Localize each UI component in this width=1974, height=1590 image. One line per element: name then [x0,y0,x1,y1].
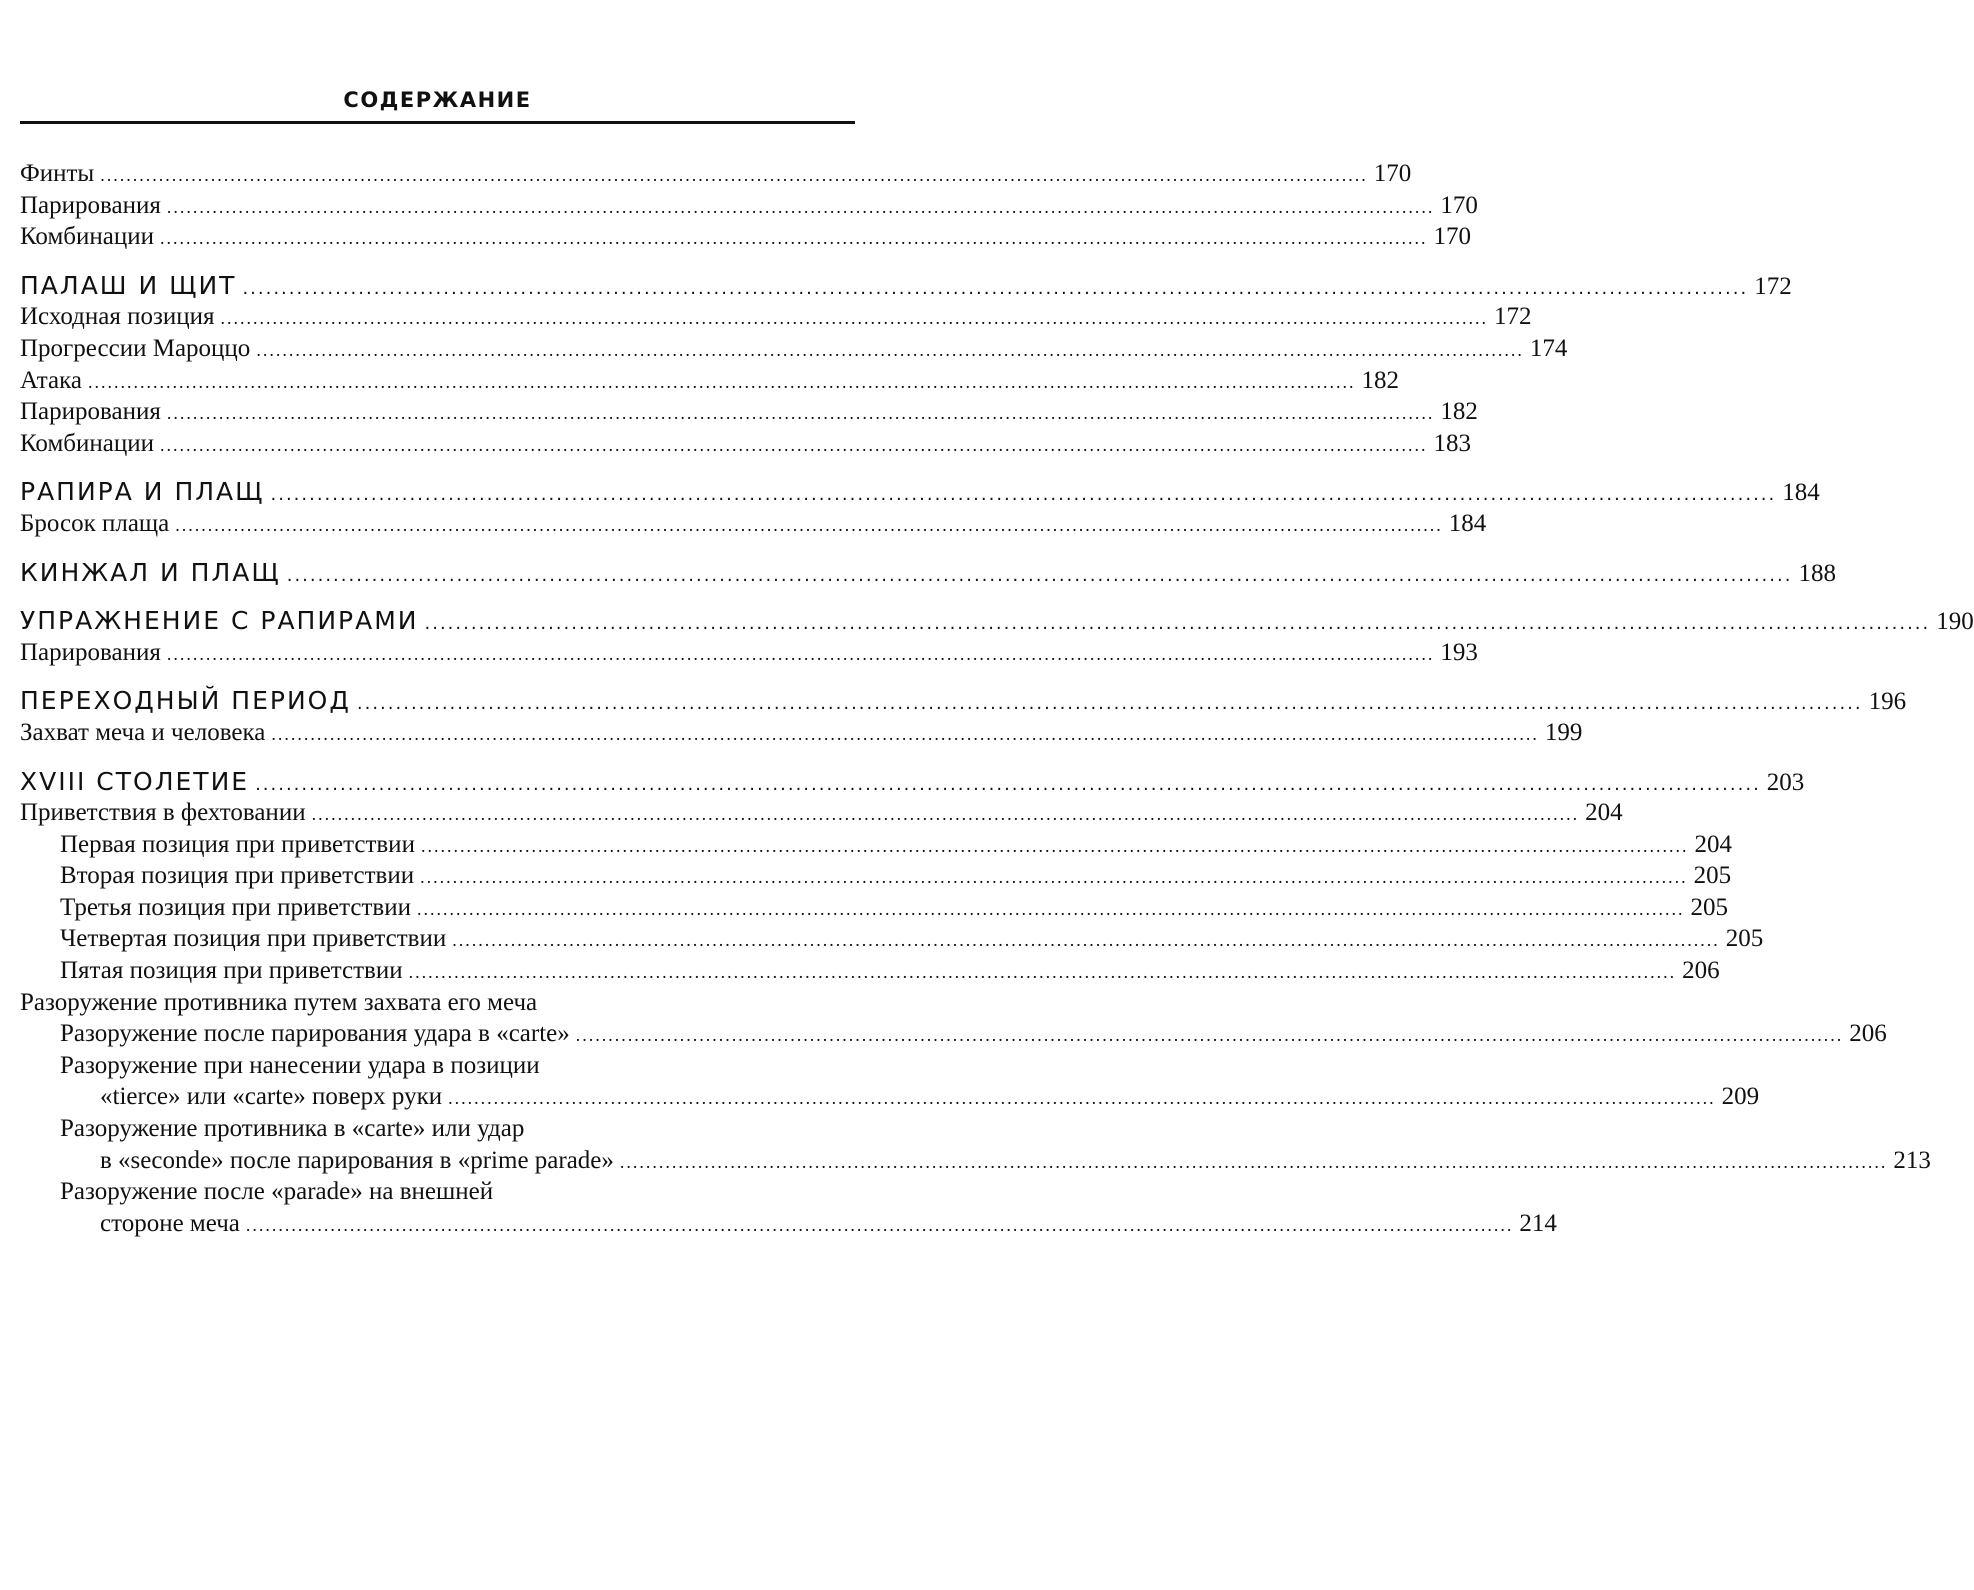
toc-subentry[interactable] [20,1018,1887,1050]
toc-subentry[interactable] [20,955,1720,987]
dot-leader: ................................................................................................................................................................................................... [242,277,1749,299]
dot-leader: ................................................................................................................................................................................................... [175,514,1443,535]
toc-entry-label: Вторая позиция при приветствии [60,862,415,890]
toc-entry-page: 204 [1585,799,1623,827]
toc-chapter-label: РАПИРА И ПЛАЩ [20,477,265,507]
toc-entry-page: 172 [1493,303,1532,331]
toc-subentry-line1[interactable]: Разоружение после «parade» на внешней [60,1178,494,1206]
toc-entry[interactable] [20,221,1471,253]
toc-entry-label: Четвертая позиция при приветствии [60,925,447,953]
toc-chapter-label: УПРАЖНЕНИЕ С РАПИРАМИ [20,606,419,636]
toc-entry-page: 206 [1849,1020,1887,1048]
toc-entry-label: Третья позиция при приветствии [60,893,411,921]
toc-chapter[interactable] [20,605,1974,637]
toc-entry-label: Разоружение после парирования удара в «carte» [60,1020,570,1048]
dot-leader: ................................................................................................................................................................................................... [420,867,1688,888]
dot-leader: ................................................................................................................................................................................................... [88,371,1356,392]
toc-entry[interactable] [20,365,1399,397]
dot-leader: ................................................................................................................................................................................................... [271,723,1539,744]
toc-entry-page: 213 [1893,1146,1931,1174]
dot-leader: ................................................................................................................................................................................................... [356,693,1863,715]
toc-entry-page: 182 [1361,366,1399,394]
toc-entry-label: Парирования [20,638,161,666]
dot-leader: ................................................................................................................................................................................................... [286,564,1793,586]
toc-entry-label: Парирования [20,191,161,219]
table-of-contents [20,158,1974,1239]
toc-entry-page: 199 [1544,718,1583,746]
dot-leader: ................................................................................................................................................................................................... [166,196,1435,217]
toc-entry-label: Исходная позиция [20,303,215,331]
dot-leader: ................................................................................................................................................................................................... [420,835,1689,856]
toc-entry-page: 170 [1440,191,1478,219]
toc-chapter[interactable] [20,685,1907,717]
toc-chapter-label: ПЕРЕХОДНЫЙ ПЕРИОД [20,686,351,716]
dot-leader: ................................................................................................................................................................................................... [159,434,1428,455]
toc-subentry-line1[interactable]: Разоружение при нанесении удара в позиции [60,1051,540,1079]
dot-leader: ................................................................................................................................................................................................... [408,962,1677,983]
toc-entry[interactable] [20,508,1487,540]
toc-entry-label: Пятая позиция при приветствии [60,957,403,985]
toc-entry-page: 205 [1725,925,1764,953]
dot-leader: ................................................................................................................................................................................................... [270,484,1777,506]
toc-chapter[interactable] [20,557,1836,589]
toc-entry-page: 206 [1682,957,1720,985]
toc-chapter-label: ПАЛАШ И ЩИТ [20,270,237,300]
toc-entry[interactable] [20,797,1623,829]
toc-entry-label: Приветствия в фехтовании [20,799,306,827]
toc-entry-page: 214 [1519,1209,1557,1237]
dot-leader: ................................................................................................................................................................................................... [619,1151,1888,1172]
toc-chapter-page: 203 [1766,768,1805,796]
toc-subentry[interactable] [20,892,1728,924]
toc-chapter-page: 172 [1754,272,1792,300]
toc-entry-page: 170 [1433,223,1471,251]
toc-entry-page: 170 [1373,160,1412,187]
toc-subentry-line1[interactable]: Разоружение противника в «carte» или удар [60,1115,525,1143]
toc-entry-page: 183 [1433,429,1471,457]
dot-leader: ................................................................................................................................................................................................... [256,339,1524,360]
dot-leader: ................................................................................................................................................................................................... [245,1214,1514,1235]
dot-leader: ................................................................................................................................................................................................... [416,898,1685,919]
toc-entry-page: 205 [1693,862,1732,890]
toc-subentry[interactable] [20,1208,1557,1240]
dot-leader: ................................................................................................................................................................................................... [166,643,1435,664]
dot-leader: ................................................................................................................................................................................................... [255,773,1761,795]
toc-chapter-label: XVIII СТОЛЕТИЕ [20,766,250,796]
toc-entry[interactable] [20,428,1471,460]
toc-chapter-page: 188 [1798,559,1836,587]
toc-entry-page: 193 [1440,638,1478,666]
toc-entry-label: Захват меча и человека [20,718,266,746]
toc-entry[interactable] [20,333,1568,365]
toc-entry-page: 182 [1440,398,1478,426]
toc-chapter-page: 196 [1868,688,1907,716]
toc-entry[interactable] [20,396,1478,428]
toc-entry-label: стороне меча [100,1209,240,1237]
toc-subentry[interactable] [20,1145,1931,1177]
toc-chapter-page: 190 [1936,608,1974,636]
toc-entry-label: в «seconde» после парирования в «prime parade» [100,1146,614,1174]
toc-entry[interactable] [20,158,1412,190]
toc-group-heading[interactable]: Разоружение противника путем захвата его меча [20,988,538,1016]
toc-entry-label: Комбинации [20,429,154,457]
running-head: СОДЕРЖАНИЕ [343,88,532,112]
toc-entry-page: 205 [1690,893,1728,921]
toc-chapter[interactable] [20,476,1820,508]
toc-entry[interactable] [20,717,1583,749]
toc-entry-label: Первая позиция при приветствии [60,830,415,858]
toc-entry-label: Прогрессии Мароццо [20,334,251,362]
dot-leader: ................................................................................................................................................................................................... [452,930,1720,951]
toc-entry-label: Комбинации [20,223,154,251]
toc-entry-label: Парирования [20,398,161,426]
dot-leader: ................................................................................................................................................................................................... [448,1088,1716,1109]
dot-leader: ................................................................................................................................................................................................... [159,228,1428,249]
dot-leader: ................................................................................................................................................................................................... [575,1025,1844,1046]
toc-entry-label: «tierce» или «carte» поверх руки [100,1083,443,1111]
toc-entry-label: Бросок плаща [20,509,170,537]
dot-leader: ................................................................................................................................................................................................... [311,804,1580,825]
dot-leader: ................................................................................................................................................................................................... [166,403,1435,424]
toc-subentry[interactable] [20,923,1764,955]
dot-leader: ................................................................................................................................................................................................... [424,613,1931,635]
toc-chapter-page: 184 [1782,479,1820,507]
toc-entry[interactable] [20,301,1532,333]
toc-entry-page: 204 [1694,830,1732,858]
toc-chapter[interactable] [20,766,1805,798]
toc-entry-page: 184 [1448,509,1487,537]
toc-chapter[interactable] [20,270,1792,302]
toc-chapter-label: КИНЖАЛ И ПЛАЩ [20,557,281,587]
dot-leader: ................................................................................................................................................................................................... [100,165,1368,185]
toc-entry-page: 174 [1529,334,1568,362]
toc-entry-label: Атака [20,366,82,394]
toc-entry-page: 209 [1721,1083,1760,1111]
toc-subentry[interactable] [20,860,1732,892]
toc-entry[interactable] [20,637,1478,669]
toc-subentry[interactable] [20,1081,1760,1113]
dot-leader: ................................................................................................................................................................................................... [220,308,1488,329]
header-rule [20,121,855,124]
toc-entry[interactable] [20,190,1478,222]
toc-entry-label: Финты [20,160,95,187]
toc-subentry[interactable] [20,829,1732,861]
